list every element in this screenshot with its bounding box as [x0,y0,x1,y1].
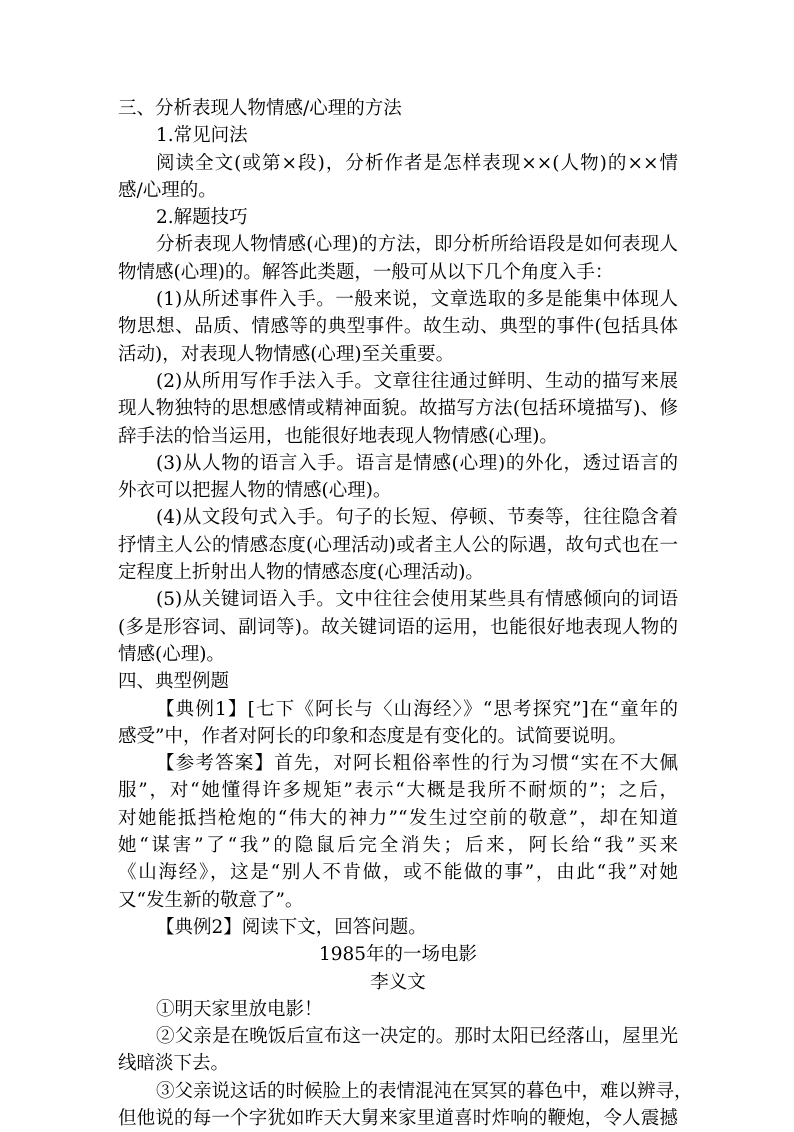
text-line: 感受”中，作者对阿长的印象和态度是有变化的。试简要说明。 [118,725,627,747]
text-line: (1)从所述事件入手。一般来说，文章选取的多是能集中体现人 [156,289,678,311]
text-line: 分析表现人物情感(心理)的方法，即分析所给语段是如何表现人 [156,234,678,256]
text-line: 四、典型例题 [118,671,230,693]
text-line: 情感(心理)。 [118,643,225,665]
text-line: 2.解题技巧 [156,207,248,229]
text-line: 【参考答案】首先，对阿长粗俗率性的行为习惯“实在不大佩 [156,753,678,775]
text-line: (4)从文段句式入手。句子的长短、停顿、节奏等，往往隐含着 [156,507,678,529]
text-line: (多是形容词、副词等)。故关键词语的运用，也能很好地表现人物的 [118,616,678,638]
text-line: 她“谋害”了“我”的隐鼠后完全消失；后来，阿长给“我”买来 [118,835,678,857]
text-line: 阅读全文(或第×段)，分析作者是怎样表现××(人物)的××情 [156,152,678,174]
text-line: 对她能抵挡枪炮的“伟大的神力”“发生过空前的敬意”，却在知道 [118,807,678,829]
text-line: 物思想、品质、情感等的典型事件。故生动、典型的事件(包括具体 [118,316,678,338]
text-line: ③父亲说这话的时候脸上的表情混沌在冥冥的暮色中，难以辨寻， [156,1080,693,1102]
centered-text-line: 1985年的一场电影 [318,944,478,966]
document-body [118,95,693,1132]
text-line: 活动)，对表现人物情感(心理)至关重要。 [118,343,455,365]
text-line: 服”，对“她懂得许多规矩”表示“大概是我所不耐烦的”；之后， [118,780,678,802]
text-line: (2)从所用写作手法入手。文章往往通过鲜明、生动的描写来展 [156,370,678,392]
text-line: 《山海经》，这是“别人不肯做，或不能做的事”，由此“我”对她 [118,862,678,884]
centered-text-line: 李义文 [370,971,426,993]
text-line: 线暗淡下去。 [118,1053,230,1075]
text-line: 外衣可以把握人物的情感(心理)。 [118,480,392,502]
text-line: 抒情主人公的情感态度(心理活动)或者主人公的际遇，故句式也在一 [118,534,678,556]
text-line: 1.常见问法 [156,125,248,147]
text-line: 又“发生新的敬意了”。 [118,889,304,911]
text-line: 辞手法的恰当运用，也能很好地表现人物情感(心理)。 [118,425,558,447]
text-line: 但他说的每一个字犹如昨天大舅来家里道喜时炸响的鞭炮，令人震撼 [118,1107,678,1129]
text-line: 现人物独特的思想感情或精神面貌。故描写方法(包括环境描写)、修 [118,398,678,420]
text-line: 【典例1】[七下《阿长与〈山海经〉》“思考探究”]在“童年的 [156,698,678,720]
text-line: (3)从人物的语言入手。语言是情感(心理)的外化，透过语言的 [156,452,678,474]
text-line: 物情感(心理)的。解答此类题，一般可从以下几个角度入手： [118,261,614,283]
text-line: 定程度上折射出人物的情感态度(心理活动)。 [118,562,484,584]
text-line: 【典例2】阅读下文，回答问题。 [156,916,427,938]
text-line: ①明天家里放电影！ [156,998,323,1020]
text-line: 三、分析表现人物情感/心理的方法 [118,98,402,119]
text-line: 感/心理的。 [118,179,217,201]
text-line: ②父亲是在晚饭后宣布这一决定的。那时太阳已经落山，屋里光 [156,1026,678,1048]
text-line: (5)从关键词语入手。文中往往会使用某些具有情感倾向的词语 [156,589,678,611]
